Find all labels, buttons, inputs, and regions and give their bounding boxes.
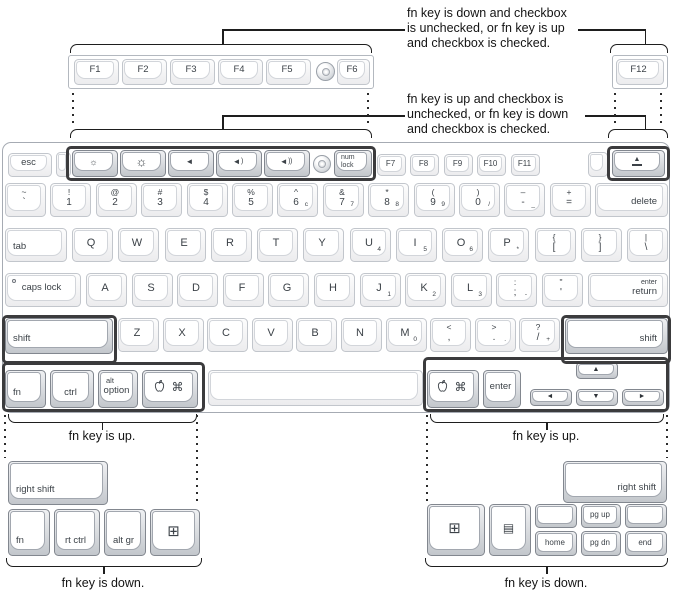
dotted-line <box>426 415 428 502</box>
key-8[interactable] <box>368 183 409 217</box>
key-shifted-label: > <box>491 322 497 332</box>
key-shifted-label: ? <box>535 322 541 332</box>
key-label: return <box>632 286 657 297</box>
brace-tick <box>546 567 548 574</box>
key-power-strip[interactable] <box>316 62 335 81</box>
key-label: F5 <box>281 64 293 75</box>
brace <box>70 129 372 138</box>
key-shifted-label: # <box>157 187 163 197</box>
brace-tick <box>103 567 105 574</box>
key-f8[interactable] <box>410 154 439 176</box>
key-label: num lock <box>341 154 355 169</box>
apple-icon <box>437 380 448 393</box>
power-icon <box>318 160 326 168</box>
menu-icon: ▤ <box>502 521 515 535</box>
key-num-lock[interactable] <box>334 150 372 177</box>
key-g[interactable] <box>268 273 309 307</box>
key-f7[interactable] <box>377 154 406 176</box>
key-2[interactable] <box>96 183 137 217</box>
connector-line <box>222 115 405 117</box>
key-label: shift <box>639 333 657 344</box>
key-label: = <box>566 197 572 208</box>
key-label: X <box>178 327 186 339</box>
key-b[interactable] <box>296 318 337 352</box>
key-return[interactable] <box>588 273 668 307</box>
key-shifted-label: " <box>559 277 563 287</box>
key-label: F11 <box>517 159 532 168</box>
key-rt-ctrl[interactable] <box>54 509 100 556</box>
dotted-line <box>196 415 198 504</box>
dotted-line <box>367 93 369 127</box>
key-command-right[interactable] <box>427 370 479 408</box>
key-label: pg dn <box>589 537 611 547</box>
key-label: end <box>638 537 652 547</box>
key-k[interactable] <box>405 273 446 307</box>
caption-fn-down-right: fn key is down. <box>504 576 588 590</box>
key-end[interactable] <box>625 531 667 556</box>
brightness-down-icon: ☼ <box>89 156 98 167</box>
key-label: F7 <box>385 159 396 168</box>
command-icon: ⌘ <box>171 380 184 394</box>
volume-up-icon: ◄ )) <box>279 157 292 166</box>
key-label: esc <box>21 157 36 168</box>
key-label: shift <box>13 333 31 344</box>
key-right-shift-pc-left[interactable] <box>8 461 108 505</box>
key-shifted-label: ) <box>476 187 480 197</box>
key-label: M <box>400 327 410 339</box>
key-label: D <box>192 282 200 294</box>
key-fn[interactable] <box>5 370 46 408</box>
key-comma[interactable] <box>430 318 471 352</box>
key-f4[interactable] <box>218 59 263 85</box>
brace <box>430 414 664 423</box>
key-label: rt ctrl <box>64 535 87 546</box>
caps-lock-indicator <box>12 279 16 283</box>
key-sub-label: 1 <box>387 290 391 298</box>
key-label: U <box>365 237 373 249</box>
key-f1[interactable] <box>74 59 119 85</box>
key-sub-label: 4 <box>377 245 381 253</box>
key-arrow-down[interactable] <box>576 389 618 406</box>
key-sub-label: _ <box>531 200 535 208</box>
key-semicolon[interactable] <box>496 273 537 307</box>
key-label: 7 <box>339 197 345 208</box>
annotation-line: fn key is up and checkbox is <box>407 92 564 106</box>
key-sub-label: . <box>504 335 506 343</box>
mute-icon: ◄ <box>185 157 194 166</box>
key-label: F8 <box>418 159 429 168</box>
key-label: 9 <box>430 197 436 208</box>
key-label: V <box>267 327 275 339</box>
key-tab[interactable] <box>5 228 67 262</box>
key-label: right shift <box>617 482 656 493</box>
key-fn-pc[interactable] <box>8 509 50 556</box>
key-home[interactable] <box>535 531 577 556</box>
key-label: 0 <box>475 197 481 208</box>
key-backslash[interactable] <box>627 228 668 262</box>
brace <box>8 414 197 423</box>
key-label: H <box>329 282 337 294</box>
key-sub-label: c <box>304 200 308 208</box>
key-minus[interactable] <box>504 183 545 217</box>
annotation-special-keys <box>407 92 667 137</box>
key-shifted-label: : <box>513 277 517 287</box>
key-equals[interactable] <box>550 183 591 217</box>
brightness-up-icon: ☼ <box>135 154 148 169</box>
key-label: J <box>376 282 382 294</box>
key-label: C <box>222 327 230 339</box>
key-q[interactable] <box>72 228 113 262</box>
key-label: L <box>466 282 474 294</box>
key-shifted-label: + <box>566 187 572 197</box>
key-f[interactable] <box>223 273 264 307</box>
brace <box>70 44 372 53</box>
key-label: [ <box>552 242 556 253</box>
key-sub-label: 2 <box>432 290 436 298</box>
key-label: caps lock <box>21 282 62 293</box>
key-label: F1 <box>89 64 101 75</box>
key-caps-lock[interactable] <box>5 273 81 307</box>
key-label: ctrl <box>64 387 77 398</box>
key-f12[interactable] <box>616 59 664 85</box>
key-volume-up[interactable] <box>264 150 310 177</box>
key-label: 4 <box>203 197 209 208</box>
key-mute[interactable] <box>168 150 214 177</box>
key-label: option <box>103 385 130 396</box>
key-sub-label: * <box>516 245 519 253</box>
key-esc[interactable] <box>8 153 52 177</box>
key-shifted-label: | <box>644 232 648 242</box>
arrow-down-icon: ▼ <box>592 393 600 400</box>
key-o[interactable] <box>442 228 483 262</box>
key-shifted-label: & <box>339 187 345 197</box>
key-i[interactable] <box>396 228 437 262</box>
key-label: G <box>282 282 292 294</box>
key-label: 5 <box>248 197 254 208</box>
key-f9[interactable] <box>444 154 473 176</box>
key-label: , <box>447 332 451 343</box>
key-0[interactable] <box>459 183 500 217</box>
key-ctrl[interactable] <box>50 370 94 408</box>
key-label: ; <box>513 287 517 298</box>
key-j[interactable] <box>360 273 401 307</box>
key-label: / <box>536 332 540 343</box>
key-s[interactable] <box>132 273 173 307</box>
key-delete[interactable] <box>595 183 668 217</box>
brace <box>425 558 668 567</box>
key-right-bracket[interactable] <box>581 228 622 262</box>
key-v[interactable] <box>252 318 293 352</box>
caption-fn-up-right: fn key is up. <box>512 429 580 443</box>
key-3[interactable] <box>141 183 182 217</box>
key-blank-2[interactable] <box>588 152 608 177</box>
key-label: W <box>131 237 143 249</box>
key-label: Q <box>86 237 96 249</box>
key-7[interactable] <box>323 183 364 217</box>
key-label: Z <box>133 327 141 339</box>
key-label: T <box>272 237 280 249</box>
key-command-left[interactable] <box>142 370 198 408</box>
key-label: P <box>503 237 511 249</box>
key-shifted-label: ! <box>67 187 71 197</box>
key-sub-label: 0 <box>413 335 417 343</box>
key-label: K <box>420 282 428 294</box>
command-icon: ⌘ <box>454 380 467 394</box>
key-h[interactable] <box>314 273 355 307</box>
dotted-line <box>4 415 6 458</box>
dotted-line <box>72 93 74 127</box>
key-shifted-label: < <box>446 322 452 332</box>
dotted-line <box>666 415 668 458</box>
key-f6[interactable] <box>337 59 370 85</box>
key-brightness-down[interactable] <box>72 150 118 177</box>
key-shifted-label: ( <box>431 187 435 197</box>
connector-line <box>222 29 405 31</box>
key-4[interactable] <box>187 183 228 217</box>
key-sub-label: - <box>524 290 527 298</box>
key-alt-label: alt <box>106 376 114 385</box>
key-label: \ <box>644 242 648 253</box>
key-period[interactable] <box>475 318 516 352</box>
key-slash[interactable] <box>519 318 560 352</box>
key-label: pg up <box>589 510 611 519</box>
arrow-left-icon: ◄ <box>546 393 554 400</box>
key-shifted-label: { <box>552 232 556 242</box>
key-shifted-label: % <box>247 187 255 197</box>
key-pg-dn[interactable] <box>581 531 621 556</box>
annotation-line: unchecked, or fn key is down <box>407 107 569 121</box>
key-sub-label: 9 <box>441 200 445 208</box>
key-arrow-right[interactable] <box>622 389 664 406</box>
key-f5[interactable] <box>266 59 311 85</box>
annotation-fkeys <box>407 6 667 51</box>
key-shift-right[interactable] <box>565 318 668 354</box>
key-pg-up[interactable] <box>581 504 621 528</box>
key-label: F10 <box>483 159 498 168</box>
key-sub-label: + <box>546 335 550 343</box>
key-f11[interactable] <box>511 154 540 176</box>
annotation-line: and checkbox is checked. <box>407 122 551 136</box>
key-label: A <box>101 282 109 294</box>
key-x[interactable] <box>163 318 204 352</box>
key-label: E <box>180 237 188 249</box>
key-a[interactable] <box>86 273 127 307</box>
key-label: fn <box>16 535 24 546</box>
volume-down-icon: ◄ ) <box>232 157 243 166</box>
key-label: 2 <box>112 197 118 208</box>
key-r[interactable] <box>211 228 252 262</box>
key-space[interactable] <box>208 370 423 406</box>
annotation-line: is unchecked, or fn key is up <box>407 21 565 35</box>
eject-icon: ▲ <box>632 157 642 166</box>
key-p[interactable] <box>488 228 529 262</box>
key-eject[interactable] <box>612 150 665 177</box>
key-arrow-up[interactable] <box>576 362 618 379</box>
key-5[interactable] <box>232 183 273 217</box>
key-label: F12 <box>630 64 647 75</box>
key-label: R <box>226 237 234 249</box>
key-label: O <box>456 237 466 249</box>
key-shifted-label: * <box>385 187 389 197</box>
key-sub-label: 8 <box>395 200 399 208</box>
key-shifted-label: – <box>520 187 526 197</box>
key-backtick[interactable] <box>5 183 46 217</box>
key-n[interactable] <box>341 318 382 352</box>
apple-icon <box>154 380 165 393</box>
arrow-right-icon: ► <box>638 393 646 400</box>
key-menu[interactable] <box>489 504 531 556</box>
key-label: fn <box>13 387 21 398</box>
power-icon <box>322 68 330 76</box>
arrow-up-icon: ▲ <box>592 366 600 373</box>
key-label: F6 <box>346 64 358 75</box>
key-blank-pc-1[interactable] <box>535 504 577 528</box>
key-label: ] <box>598 242 602 253</box>
key-shifted-label: @ <box>110 187 120 197</box>
key-right-shift-pc-right[interactable] <box>563 461 667 503</box>
key-z[interactable] <box>118 318 159 352</box>
key-alt-gr[interactable] <box>104 509 146 556</box>
key-sub-label: 3 <box>478 290 482 298</box>
key-label: - <box>521 197 525 208</box>
key-label: F2 <box>137 64 149 75</box>
key-m[interactable] <box>386 318 427 352</box>
key-enter-label: enter <box>641 278 657 286</box>
key-shifted-label: $ <box>203 187 209 197</box>
key-w[interactable] <box>118 228 159 262</box>
key-shift-left[interactable] <box>5 318 113 354</box>
key-volume-down[interactable] <box>216 150 262 177</box>
key-f10[interactable] <box>477 154 506 176</box>
key-windows-left[interactable] <box>150 509 200 556</box>
key-label: F3 <box>185 64 197 75</box>
key-sub-label: / <box>488 200 490 208</box>
key-shifted-label: ^ <box>294 187 298 197</box>
key-1[interactable] <box>50 183 91 217</box>
key-label: F <box>238 282 246 294</box>
key-left-bracket[interactable] <box>535 228 576 262</box>
key-label: Y <box>318 237 326 249</box>
key-label: 1 <box>66 197 72 208</box>
key-option[interactable] <box>98 370 138 408</box>
key-f2[interactable] <box>122 59 167 85</box>
caption-fn-up-left: fn key is up. <box>68 429 136 443</box>
caption-fn-down-left: fn key is down. <box>61 576 145 590</box>
key-label: tab <box>13 241 27 252</box>
key-l[interactable] <box>451 273 492 307</box>
key-windows-right[interactable] <box>427 504 485 556</box>
key-label: I <box>413 237 417 249</box>
key-label: delete <box>631 196 657 207</box>
key-label: enter <box>489 381 512 392</box>
key-label: ` <box>22 197 26 208</box>
connector-line <box>222 115 224 129</box>
key-label: S <box>147 282 155 294</box>
key-label: 3 <box>157 197 163 208</box>
key-power-fn[interactable] <box>313 155 331 173</box>
key-label: 6 <box>293 197 299 208</box>
key-label: 8 <box>384 197 390 208</box>
key-label: ' <box>560 287 562 298</box>
windows-logo-icon: ⊞ <box>448 520 461 537</box>
key-label: alt gr <box>112 535 135 546</box>
key-t[interactable] <box>257 228 298 262</box>
key-sub-label: 5 <box>423 245 427 253</box>
key-label: F4 <box>233 64 245 75</box>
key-shifted-label: ~ <box>21 187 27 197</box>
key-d[interactable] <box>177 273 218 307</box>
key-y[interactable] <box>303 228 344 262</box>
key-label: N <box>356 327 364 339</box>
annotation-line: fn key is down and checkbox <box>407 6 567 20</box>
key-sub-label: 6 <box>469 245 473 253</box>
key-e[interactable] <box>165 228 206 262</box>
connector-line <box>222 29 224 44</box>
key-f3[interactable] <box>170 59 215 85</box>
key-shifted-label: } <box>598 232 602 242</box>
key-label: home <box>544 537 565 547</box>
key-c[interactable] <box>207 318 248 352</box>
key-blank-1[interactable] <box>56 152 71 177</box>
key-label: . <box>492 332 496 343</box>
key-label: F9 <box>452 159 463 168</box>
key-quote[interactable] <box>542 273 583 307</box>
key-enter[interactable] <box>483 370 521 408</box>
key-u[interactable] <box>350 228 391 262</box>
key-brightness-up[interactable] <box>120 150 166 177</box>
key-arrow-left[interactable] <box>530 389 572 406</box>
windows-logo-icon: ⊞ <box>167 522 180 540</box>
key-sub-label: 7 <box>350 200 354 208</box>
key-6[interactable] <box>277 183 318 217</box>
key-blank-pc-2[interactable] <box>625 504 667 528</box>
key-label: B <box>311 327 319 339</box>
key-label: right shift <box>16 484 55 495</box>
brace <box>6 558 202 567</box>
key-9[interactable] <box>414 183 455 217</box>
annotation-line: and checkbox is checked. <box>407 36 551 50</box>
